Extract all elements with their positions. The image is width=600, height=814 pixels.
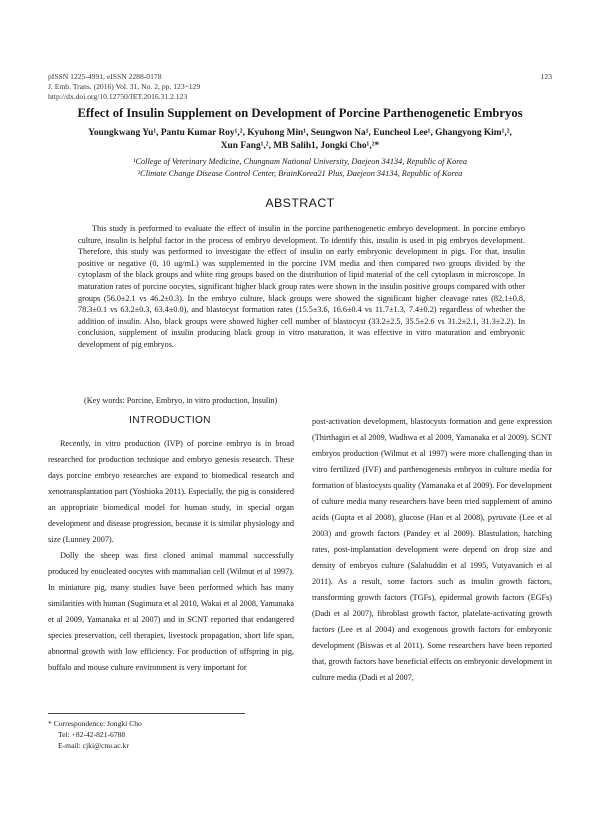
abstract-text: This study is performed to evaluate the effect of insulin in the porcine parthenogenetic embryo development. In porcine embryo culture, insulin is helpful factor in the process of embryo development. To identify this, insulin is used in pig embryos development. Therefore, this study was performed to investigate the effect of insulin on early embryonic development in pigs. For that, insulin positive or negative (0, 10 ug/mL) was supplemented in the porcine IVM media and then compared two groups divided by the cytoplasm of the black groups and white ring groups based on the distribution of lipid material of the cell cytoplasm in microscope. In maturation rates of porcine oocytes, significant higher black group rates were shown in the insulin positive groups compared with other groups (56.0±2.1 vs 46.2±0.3). In the embryo culture, black groups were showed the significant higher cleavage rates (82.1±0.8, 78.3±0.1 vs 63.2±0.3, 63.4±0.0), and blastocyst formation rates (15.5±3.6, 16.6±0.4 vs 11.7±1.3, 7.4±0.2) regardless of whether the addition of insulin. Also, black groups were showed higher cell number of blastocyst (33.2±2.5, 35.5±2.6 vs 31.2±2.1, 31.3±2.2). In conclusion, supplement of insulin producing black group in vitro maturation, it was effective in vitro maturation and embryonic development of pig embryos. — [78, 224, 525, 349]
footnote-divider — [48, 713, 245, 714]
header-journal: J. Emb. Trans. (2016) Vol. 31, No. 2, pp. 123~129 — [48, 82, 201, 91]
affiliation-1: ¹College of Veterinary Medicine, Chungnam National University, Daejeon 34134, Republic of Korea — [132, 157, 467, 166]
right-column — [312, 414, 552, 686]
page-number: 123 — [540, 72, 552, 81]
abstract-heading: ABSTRACT — [265, 196, 335, 210]
keywords: (Key words: Porcine, Embryo, in vitro production, Insulin) — [84, 396, 278, 405]
left-column — [48, 436, 294, 676]
paper-title: Effect of Insulin Supplement on Development of Porcine Parthenogenetic Embryos — [77, 106, 523, 120]
intro-paragraph-continued: post-activation development, blastocysts formation and gene expression (Thirthagiri et al 2009, Wadhwa et al 2009, Yamanaka et al 2009). SCNT embryos production (Wilmut et al 1997) were more challenging than in vitro fertilized (IVF) and parthenogenesis embryos in culture media for formation of blastocysts quality (Yamanaka et al 2009). For development of culture media many researchers have been tried supplement of amino acids (Gupta et al 2008), glucose (Han et al 2008), pyruvate (Lee et al 2003) and growth factors (Pandey et al 2009). Blastulation, hatching rates, post-implantation development were depend on drop size and density of embryos culture (Salahuddin et al 1995, Vutyavanich et al 2011). As a result, some factors such as insulin growth factors, transforming growth factors (TGFs), epidermal growth factors (EGFs) (Dadi et al 2007), fibroblast growth factor, platelate-activating growth factors (Lee et al 2004) and exogenous growth factors for embryonic development (Biswas et al 2011). Some researchers have been reported that, growth factors have beneficial effects on embryonic development in culture media (Dadi et al 2007, — [312, 417, 552, 682]
author-list — [40, 127, 560, 153]
footnote-email[interactable]: E-mail: cjki@cnu.ac.kr — [58, 741, 129, 750]
intro-paragraph-2: Dolly the sheep was first cloned animal mammal successfully produced by enucleated oocytes with mammalian cell (Wilmut et al 1997). In miniature pig, many studies have been performed which has many similarities with human (Sugimura et al 2010, Wakai et al 2008, Yamanaka et al 2009, Yamanaka et al 2007) and in SCNT reported that endangered species preservation, cell therapies, livestock propagation, short life span, abnormal growth with low efficiency. For production of offspring in pig, buffalo and mouse culture environment is very important for — [48, 551, 294, 672]
footnote-correspondence: * Correspondence: Jongki Cho — [48, 719, 142, 728]
header-issn: pISSN 1225-4991, eISSN 2288-0178 — [48, 72, 162, 81]
intro-paragraph-1: Recently, in vitro production (IVP) of porcine embryo is in broad researched for production technique and embryo genesis research. These days porcine embryo researches are expand to biomedical research and xenotransplantation part (Yoshioka 2011). Especially, the pig is considered an appropriate biomedical model for human study, in special organ development and disease progression, because it is similar physiology and size (Lunney 2007). — [48, 439, 294, 544]
authors-line-2: Xun Fang¹,², MB Salih1, Jongki Cho¹,²* — [220, 141, 380, 151]
footnote — [48, 718, 142, 751]
affiliation-2: ²Climate Change Disease Control Center, BrainKorea21 Plus, Daejeon 34134, Republic of Korea — [137, 169, 463, 178]
footnote-tel: Tel: +82-42-821-6788 — [58, 730, 126, 739]
header-doi[interactable]: http://dx.doi.org/10.12750/JET.2016.31.2.123 — [48, 92, 188, 101]
affiliations — [40, 156, 560, 180]
authors-line-1: Youngkwang Yu¹, Pantu Kumar Roy¹,², Kyuhong Min¹, Seungwon Na¹, Euncheol Lee¹, Ghangyong Kim¹,², — [88, 128, 512, 138]
introduction-heading: INTRODUCTION — [129, 415, 211, 426]
